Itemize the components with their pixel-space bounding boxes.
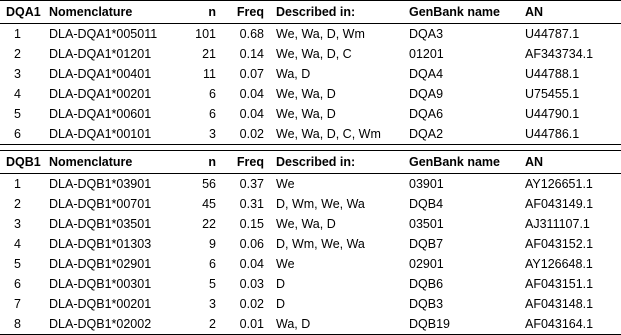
row-index: 1 bbox=[14, 177, 21, 191]
described-cell: We, Wa, D, C, Wm bbox=[276, 124, 409, 145]
freq-cell: 0.04 bbox=[239, 107, 264, 121]
genbank-header: GenBank name bbox=[409, 151, 525, 174]
count-cell: 5 bbox=[209, 277, 216, 291]
n-header: n bbox=[175, 1, 226, 24]
described-cell: We, Wa, D, Wm bbox=[276, 27, 365, 41]
table-row bbox=[0, 214, 621, 234]
accession-cell: AY126648.1 bbox=[525, 257, 593, 271]
freq-cell: 0.01 bbox=[226, 314, 276, 335]
count-cell: 6 bbox=[209, 107, 216, 121]
allele-name: DLA-DQB1*00201 bbox=[49, 297, 152, 311]
row-index: 6 bbox=[0, 124, 47, 145]
accession-cell: U44786.1 bbox=[525, 124, 621, 145]
table-row bbox=[0, 64, 621, 84]
table-row bbox=[0, 104, 621, 124]
table-row bbox=[0, 234, 621, 254]
nomenclature-header: Nomenclature bbox=[47, 151, 175, 174]
genbank-header: GenBank name bbox=[409, 1, 525, 24]
accession-cell: AF043149.1 bbox=[525, 197, 594, 211]
count-cell: 6 bbox=[209, 87, 216, 101]
table-row bbox=[0, 274, 621, 294]
described-cell: Wa, D bbox=[276, 314, 409, 335]
accession-cell: AF343734.1 bbox=[525, 47, 594, 61]
count-cell: 56 bbox=[202, 177, 216, 191]
allele-name: DLA-DQA1*005011 bbox=[49, 27, 158, 41]
count-cell: 3 bbox=[175, 124, 226, 145]
described-cell: D bbox=[276, 297, 286, 311]
allele-name: DLA-DQB1*01303 bbox=[49, 237, 152, 251]
freq-cell: 0.14 bbox=[239, 47, 264, 61]
row-index: 3 bbox=[14, 67, 21, 81]
dqb1-table bbox=[0, 150, 621, 335]
described-cell: We bbox=[276, 257, 295, 271]
allele-name: DLA-DQB1*03501 bbox=[49, 217, 152, 231]
freq-cell: 0.68 bbox=[239, 27, 264, 41]
accession-cell: AF043152.1 bbox=[525, 237, 594, 251]
genbank-cell: DQB19 bbox=[409, 314, 525, 335]
count-cell: 22 bbox=[202, 217, 216, 231]
described-cell: We, Wa, D bbox=[276, 107, 336, 121]
accession-cell: AJ311107.1 bbox=[525, 217, 590, 231]
table-row bbox=[0, 44, 621, 64]
table-row bbox=[0, 194, 621, 214]
row-index: 8 bbox=[0, 314, 47, 335]
row-index: 1 bbox=[14, 27, 21, 41]
table-row bbox=[0, 314, 621, 335]
table-row bbox=[0, 294, 621, 314]
freq-header: Freq bbox=[226, 151, 276, 174]
accession-cell: U75455.1 bbox=[525, 87, 580, 101]
row-index: 3 bbox=[14, 217, 21, 231]
freq-cell: 0.06 bbox=[239, 237, 264, 251]
freq-cell: 0.31 bbox=[239, 197, 264, 211]
described-cell: We, Wa, D bbox=[276, 87, 336, 101]
row-index: 2 bbox=[14, 47, 21, 61]
table-header-row bbox=[0, 151, 621, 174]
accession-cell: AF043164.1 bbox=[525, 314, 621, 335]
table-row bbox=[0, 174, 621, 195]
genbank-cell: DQA6 bbox=[409, 107, 444, 121]
genbank-cell: DQB6 bbox=[409, 277, 444, 291]
genbank-cell: 03901 bbox=[409, 177, 444, 191]
allele-name: DLA-DQA1*01201 bbox=[49, 47, 152, 61]
count-cell: 9 bbox=[209, 237, 216, 251]
genbank-cell: DQB3 bbox=[409, 297, 444, 311]
locus-header: DQA1 bbox=[0, 1, 47, 24]
accession-cell: AF043148.1 bbox=[525, 297, 594, 311]
genbank-cell: 01201 bbox=[409, 47, 444, 61]
count-cell: 3 bbox=[209, 297, 216, 311]
count-cell: 101 bbox=[195, 27, 216, 41]
row-index: 6 bbox=[14, 277, 21, 291]
row-index: 5 bbox=[14, 257, 21, 271]
genbank-cell: DQA4 bbox=[409, 67, 444, 81]
table-header-row bbox=[0, 1, 621, 24]
count-cell: 21 bbox=[202, 47, 216, 61]
genbank-cell: DQA9 bbox=[409, 87, 444, 101]
row-index: 2 bbox=[14, 197, 21, 211]
genbank-cell: DQA3 bbox=[409, 27, 444, 41]
accession-cell: U44787.1 bbox=[525, 27, 580, 41]
an-header: AN bbox=[525, 1, 621, 24]
allele-name: DLA-DQB1*00701 bbox=[49, 197, 152, 211]
freq-header: Freq bbox=[226, 1, 276, 24]
allele-name: DLA-DQB1*03901 bbox=[49, 177, 152, 191]
table-row bbox=[0, 124, 621, 145]
allele-name: DLA-DQA1*00101 bbox=[47, 124, 175, 145]
count-cell: 6 bbox=[209, 257, 216, 271]
allele-name: DLA-DQB1*00301 bbox=[49, 277, 152, 291]
freq-cell: 0.02 bbox=[226, 124, 276, 145]
dqa1-table bbox=[0, 0, 621, 145]
allele-name: DLA-DQA1*00601 bbox=[49, 107, 152, 121]
genbank-cell: 03501 bbox=[409, 217, 444, 231]
genbank-cell: 02901 bbox=[409, 257, 444, 271]
row-index: 4 bbox=[14, 237, 21, 251]
allele-name: DLA-DQA1*00401 bbox=[49, 67, 152, 81]
described-cell: We bbox=[276, 177, 295, 191]
freq-cell: 0.02 bbox=[239, 297, 264, 311]
described-cell: We, Wa, D, C bbox=[276, 47, 352, 61]
freq-cell: 0.04 bbox=[239, 257, 264, 271]
described-cell: Wa, D bbox=[276, 67, 311, 81]
an-header: AN bbox=[525, 151, 621, 174]
nomenclature-header: Nomenclature bbox=[47, 1, 175, 24]
count-cell: 45 bbox=[202, 197, 216, 211]
allele-name: DLA-DQB1*02901 bbox=[49, 257, 152, 271]
row-index: 4 bbox=[14, 87, 21, 101]
described-cell: D, Wm, We, Wa bbox=[276, 237, 365, 251]
accession-cell: U44790.1 bbox=[525, 107, 580, 121]
table-row bbox=[0, 24, 621, 45]
n-header: n bbox=[175, 151, 226, 174]
freq-cell: 0.03 bbox=[239, 277, 264, 291]
row-index: 5 bbox=[14, 107, 21, 121]
described-cell: D, Wm, We, Wa bbox=[276, 197, 365, 211]
accession-cell: U44788.1 bbox=[525, 67, 580, 81]
genbank-cell: DQB4 bbox=[409, 197, 444, 211]
described-cell: D bbox=[276, 277, 286, 291]
allele-name: DLA-DQA1*00201 bbox=[49, 87, 152, 101]
count-cell: 2 bbox=[175, 314, 226, 335]
count-cell: 11 bbox=[203, 67, 216, 81]
table-row bbox=[0, 84, 621, 104]
described-cell: We, Wa, D bbox=[276, 217, 336, 231]
genbank-cell: DQB7 bbox=[409, 237, 444, 251]
row-index: 7 bbox=[14, 297, 21, 311]
accession-cell: AF043151.1 bbox=[525, 277, 594, 291]
described-header: Described in: bbox=[276, 151, 409, 174]
freq-cell: 0.07 bbox=[239, 67, 264, 81]
table-row bbox=[0, 254, 621, 274]
freq-cell: 0.15 bbox=[239, 217, 264, 231]
freq-cell: 0.04 bbox=[239, 87, 264, 101]
locus-header: DQB1 bbox=[0, 151, 47, 174]
genbank-cell: DQA2 bbox=[409, 124, 525, 145]
described-header: Described in: bbox=[276, 1, 409, 24]
freq-cell: 0.37 bbox=[239, 177, 264, 191]
accession-cell: AY126651.1 bbox=[525, 177, 593, 191]
allele-name: DLA-DQB1*02002 bbox=[47, 314, 175, 335]
